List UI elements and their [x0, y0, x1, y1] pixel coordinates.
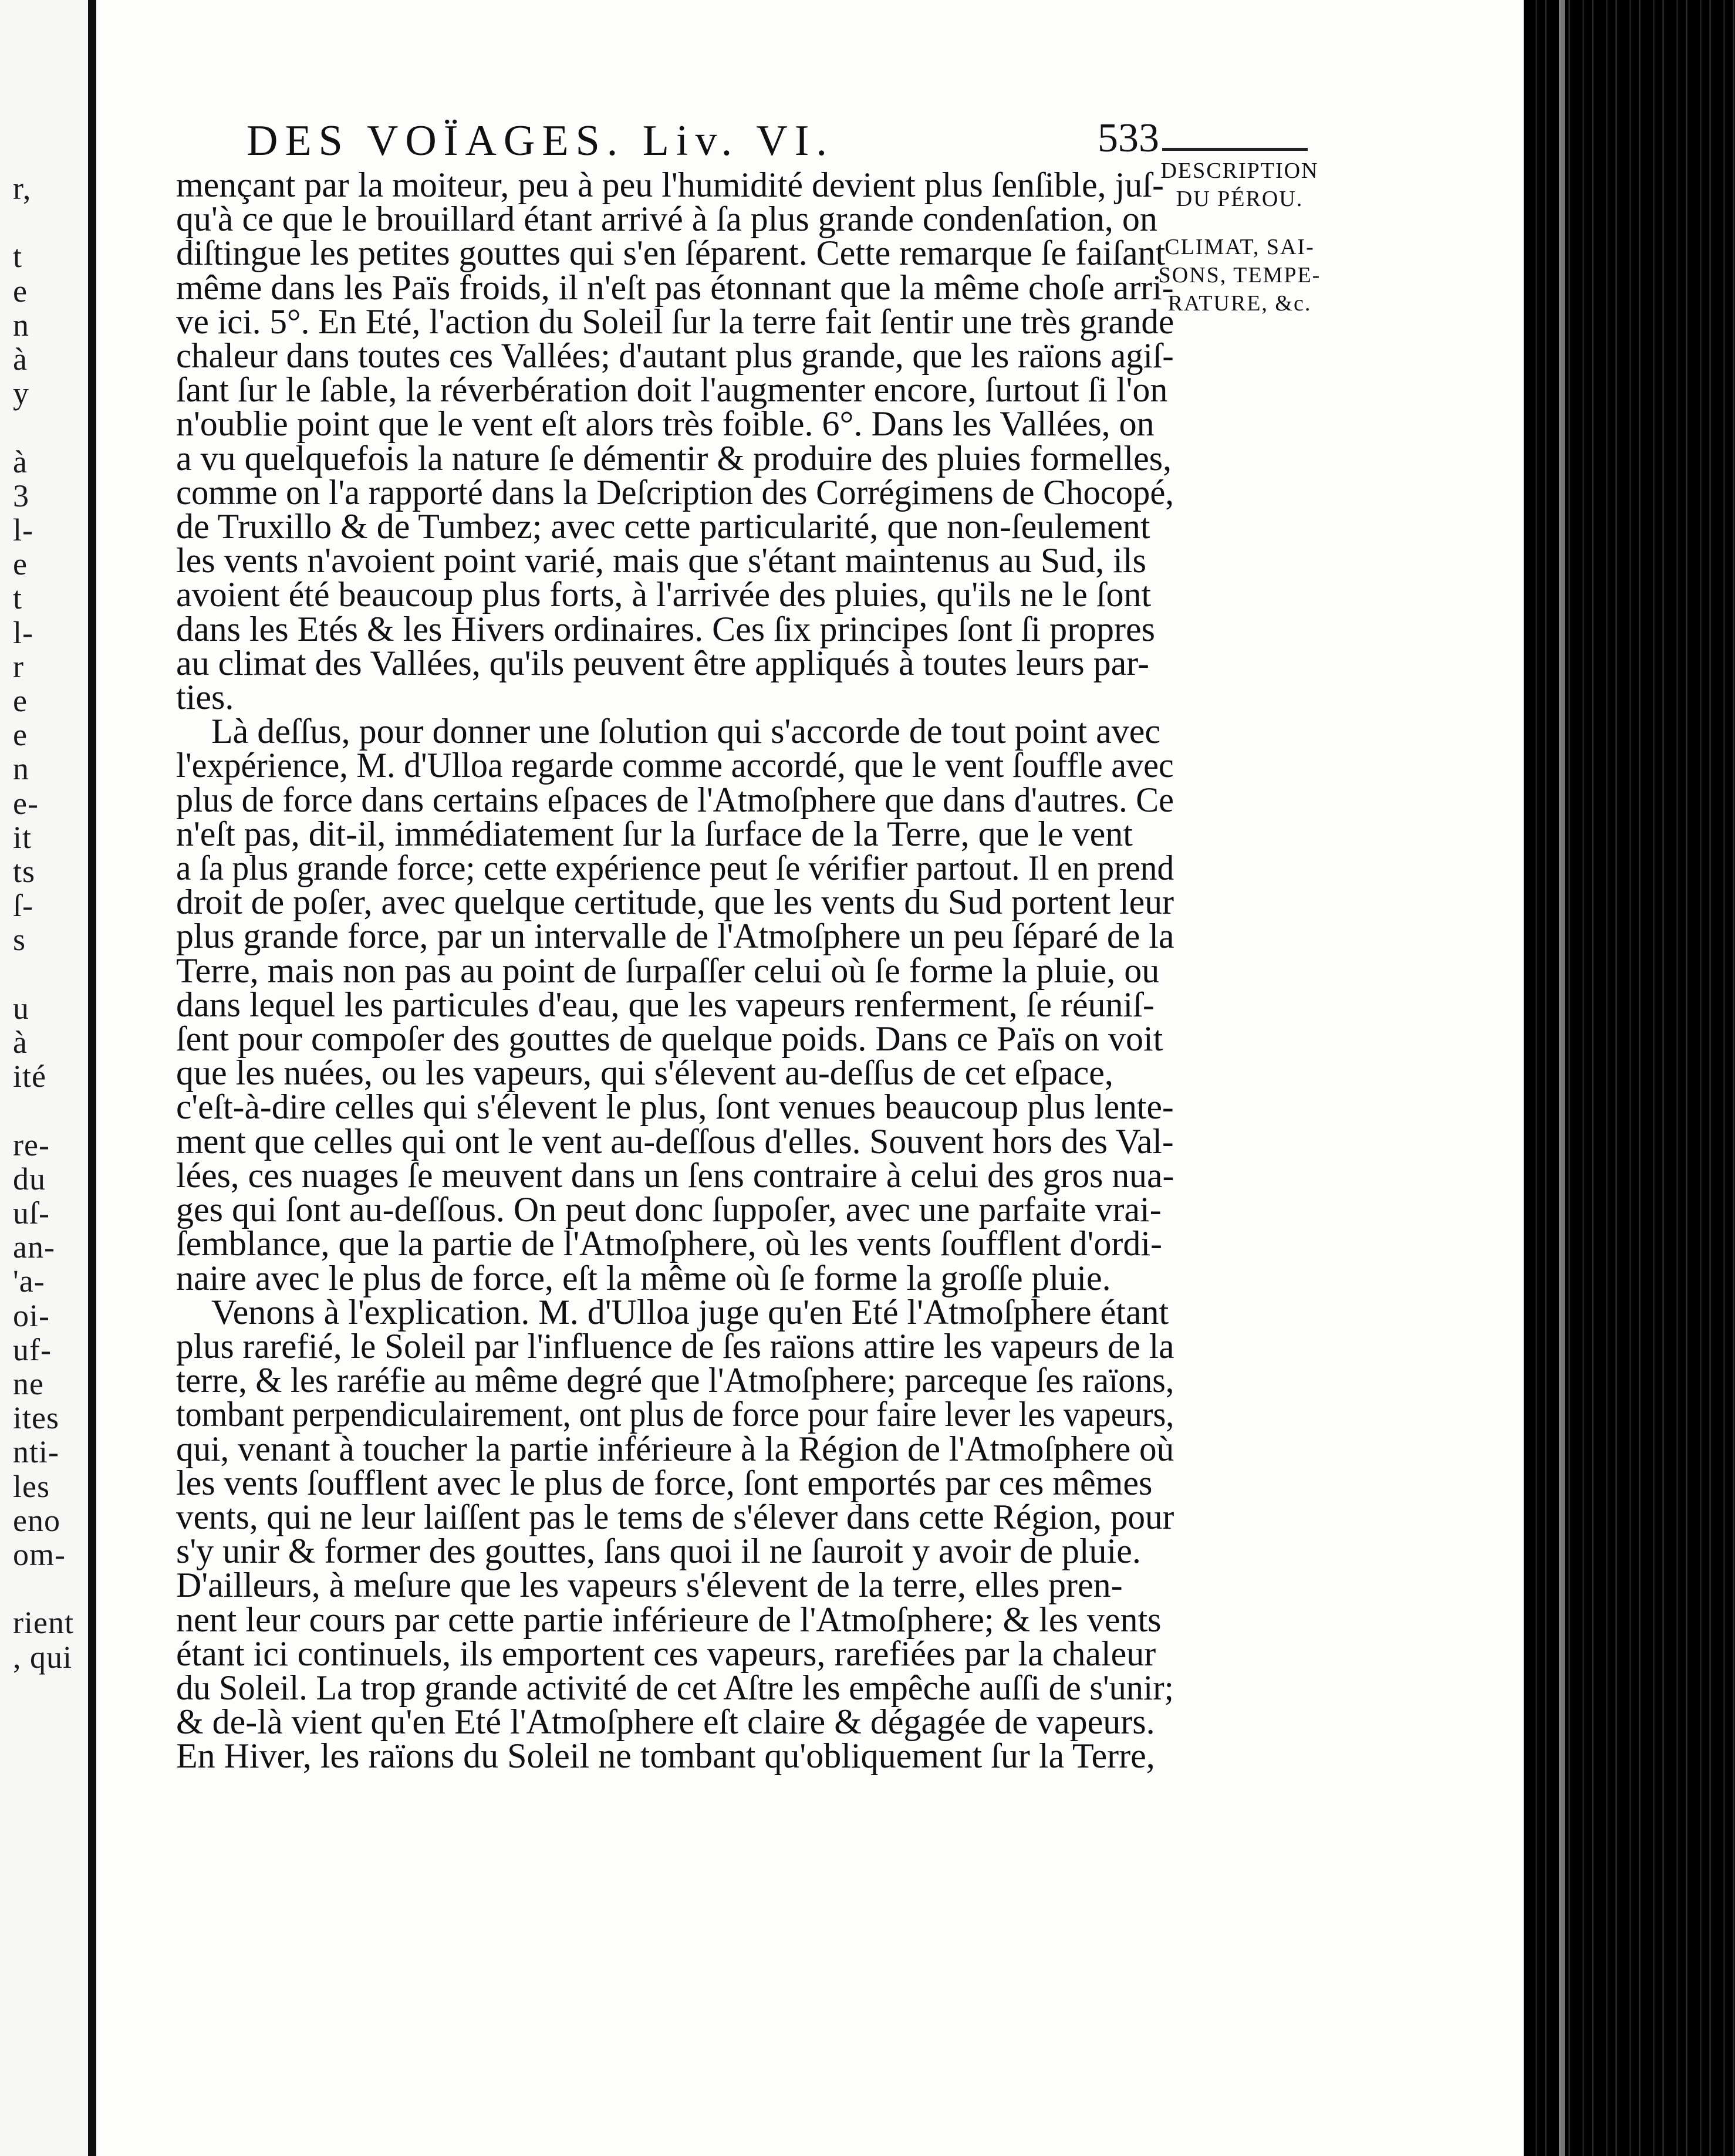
text-line: naire avec le plus de force, eſt la même où ſe forme la groſſe pluie. [176, 1258, 1111, 1297]
text-line: que les nuées, ou les vapeurs, qui s'élevent au-deſſus de cet eſpace, [176, 1053, 1113, 1093]
facing-page-fragment: om- [13, 1537, 66, 1572]
facing-page-fragment: u [13, 990, 29, 1026]
margin-note-climat: CLIMAT, SAI- [1164, 235, 1315, 259]
text-line: comme on l'a rapporté dans la Deſcription des Corrégimens de Chocopé, [176, 472, 1174, 512]
text-line: ſemblance, que la partie de l'Atmoſphere, où les vents ſoufflent d'ordi- [176, 1224, 1162, 1263]
paragraph [176, 714, 1174, 1295]
text-line: ve ici. 5°. En Eté, l'action du Soleil ſur la terre fait ſentir une très grande [176, 302, 1174, 341]
text-line: D'ailleurs, à meſure que les vapeurs s'élevent de la terre, elles pren- [176, 1566, 1123, 1605]
text-line: tombant perpendiculairement, ont plus de force pour faire lever les vapeurs, [176, 1395, 1174, 1434]
text-line: de Truxillo & de Tumbez; avec cette particularité, que non-ſeulement [176, 507, 1150, 546]
text-line: ges qui ſont au-deſſous. On peut donc ſuppoſer, avec une parfaite vrai- [176, 1190, 1162, 1229]
book-fore-edge [1524, 0, 1735, 2156]
facing-page-fragment: oi- [13, 1297, 50, 1333]
facing-page-fragment: uf- [13, 1332, 52, 1367]
facing-page-fragment: t [13, 239, 23, 275]
text-line: mençant par la moiteur, peu à peu l'humidité devient plus ſenſible, juſ- [176, 165, 1164, 204]
margin-note-saisons: SONS, TEMPE- [1158, 263, 1321, 288]
text-line: chaleur dans toutes ces Vallées; d'autant plus grande, que les raïons agiſ- [176, 336, 1174, 376]
text-line: ties. [176, 678, 234, 717]
text-line: c'eſt-à-dire celles qui s'élevent le plus, ſont venues beaucoup plus lente- [176, 1087, 1174, 1127]
text-line: ſant ſur le ſable, la réverbération doit l'augmenter encore, ſurtout ſi l'on [176, 370, 1168, 410]
facing-page-fragment: r, [13, 171, 32, 206]
text-line: au climat des Vallées, qu'ils peuvent être appliqués à toutes leurs par- [176, 643, 1149, 682]
text-line: n'eſt pas, dit-il, immédiatement ſur la ſurface de la Terre, que le vent [176, 814, 1133, 853]
facing-page-fragment: n [13, 751, 29, 787]
facing-page-fragment: uſ- [13, 1195, 50, 1231]
margin-note-description: DESCRIPTION [1160, 158, 1319, 183]
facing-page-fragment: an- [13, 1229, 55, 1265]
text-line: plus grande force, par un intervalle de l'Atmoſphere un peu ſéparé de la [176, 917, 1174, 956]
book-gutter [88, 0, 96, 2156]
text-line: Terre, mais non pas au point de ſurpaſſer celui où ſe forme la pluie, ou [176, 951, 1160, 990]
facing-page-fragment: r [13, 648, 24, 684]
text-line: Venons à l'explication. M. d'Ulloa juge qu'en Eté l'Atmoſphere étant [211, 1292, 1169, 1332]
text-line: diſtingue les petites gouttes qui s'en ſéparent. Cette remarque ſe faiſant [176, 234, 1166, 273]
facing-page-fragment: s [13, 922, 26, 958]
text-line: ment que celles qui ont le vent au-deſſous d'elles. Souvent hors des Val- [176, 1121, 1174, 1161]
text-line: du Soleil. La trop grande activité de cet Aſtre les empêche auſſi de s'unir; [176, 1668, 1174, 1707]
text-line: plus rarefié, le Soleil par l'influence de ſes raïons attire les vapeurs de la [176, 1326, 1174, 1366]
facing-page-fragment: eno [13, 1502, 60, 1538]
facing-page-fragment: ité [13, 1059, 46, 1094]
text-line: l'expérience, M. d'Ulloa regarde comme accordé, que le vent ſouffle avec [176, 746, 1174, 785]
facing-page-fragment: 'a- [13, 1263, 45, 1299]
text-line: droit de poſer, avec quelque certitude, que les vents du Sud portent leur [176, 883, 1174, 922]
text-line: & de-là vient qu'en Eté l'Atmoſphere eſt claire & dégagée de vapeurs. [176, 1702, 1155, 1742]
facing-page-fragment: e- [13, 785, 39, 821]
facing-page-fragment: re- [13, 1127, 50, 1163]
facing-page-edge [0, 0, 88, 2156]
facing-page-fragment: e [13, 546, 28, 582]
facing-page-fragment: y [13, 376, 29, 411]
text-line: lées, ces nuages ſe meuvent dans un ſens contraire à celui des gros nua- [176, 1155, 1174, 1195]
text-line: ſent pour compoſer des gouttes de quelque poids. Dans ce Païs on voit [176, 1019, 1163, 1059]
facing-page-fragment: n [13, 307, 29, 343]
facing-page-fragment: rient [13, 1605, 74, 1641]
text-line: les vents ſoufflent avec le plus de force, ſont emportés par ces mêmes [176, 1463, 1153, 1502]
margin-note-temperature: RATURE, &c. [1167, 291, 1312, 316]
text-line: terre, & les raréfie au même degré que l'Atmoſphere; parceque ſes raïons, [176, 1361, 1174, 1400]
text-line: même dans les Païs froids, il n'eſt pas étonnant que la même choſe arri- [176, 268, 1174, 307]
margin-rule [1162, 148, 1308, 151]
running-head: DES VOÏAGES. Liv. VI. [247, 117, 834, 165]
facing-page-fragment: l- [13, 614, 33, 650]
facing-page-fragment: à [13, 1025, 28, 1060]
text-line: étant ici continuels, ils emportent ces vapeurs, rarefiées par la chaleur [176, 1634, 1156, 1673]
text-line: s'y unir & former des gouttes, ſans quoi il ne ſauroit y avoir de pluie. [176, 1532, 1141, 1571]
facing-page-fragment: nti- [13, 1434, 59, 1470]
text-line: avoient été beaucoup plus forts, à l'arrivée des pluies, qu'ils ne le ſont [176, 575, 1152, 614]
text-line: vents, qui ne leur laiſſent pas le tems de s'élever dans cette Région, pour [176, 1497, 1174, 1536]
text-line: a vu quelquefois la nature ſe démentir & produire des pluies formelles, [176, 438, 1172, 478]
facing-page-fragment: it [13, 819, 32, 855]
paragraph [176, 1292, 1174, 1776]
facing-page-fragment: à [13, 342, 28, 377]
text-line: qui, venant à toucher la partie inférieure à la Région de l'Atmoſphere où [176, 1429, 1174, 1468]
facing-page-fragment: les [13, 1468, 50, 1504]
text-line: les vents n'avoient point varié, mais que s'étant maintenus au Sud, ils [176, 541, 1146, 580]
text-line: n'oublie point que le vent eſt alors très foible. 6°. Dans les Vallées, on [176, 404, 1155, 444]
facing-page-fragment: e [13, 273, 28, 309]
facing-page-fragment: ts [13, 854, 36, 889]
text-line: nent leur cours par cette partie inférieure de l'Atmoſphere; & les vents [176, 1600, 1162, 1639]
text-line: dans lequel les particules d'eau, que les vapeurs renferment, ſe réuniſ- [176, 985, 1155, 1024]
facing-page-fragment: , qui [13, 1639, 73, 1675]
facing-page-fragment: l- [13, 512, 33, 548]
facing-page-fragment: du [13, 1161, 46, 1197]
facing-page-fragment: e [13, 683, 28, 718]
text-line: En Hiver, les raïons du Soleil ne tombant qu'obliquement ſur la Terre, [176, 1736, 1155, 1776]
text-line: plus de force dans certains eſpaces de l'Atmoſphere que dans d'autres. Ce [176, 780, 1174, 819]
facing-page-fragment: e [13, 717, 28, 753]
margin-note-perou: DU PÉROU. [1176, 187, 1304, 211]
body-text [176, 165, 1174, 1776]
text-line: qu'à ce que le brouillard étant arrivé à ſa plus grande condenſation, on [176, 200, 1157, 239]
facing-page-fragment: ites [13, 1400, 59, 1436]
text-line: a ſa plus grande force; cette expérience peut ſe vérifier partout. Il en prend [176, 849, 1174, 888]
paragraph [176, 165, 1174, 717]
text-line: dans les Etés & les Hivers ordinaires. Ces ſix principes ſont ſi propres [176, 609, 1156, 648]
facing-page-fragment: à [13, 444, 28, 479]
text-line: Là deſſus, pour donner une ſolution qui s'accorde de tout point avec [211, 712, 1161, 751]
page-number: 533 [1098, 116, 1159, 161]
facing-page-fragment: ne [13, 1366, 44, 1401]
facing-page-fragment: ſ- [13, 888, 33, 924]
facing-page-fragment: 3 [13, 478, 29, 513]
facing-page-fragment: t [13, 580, 23, 616]
